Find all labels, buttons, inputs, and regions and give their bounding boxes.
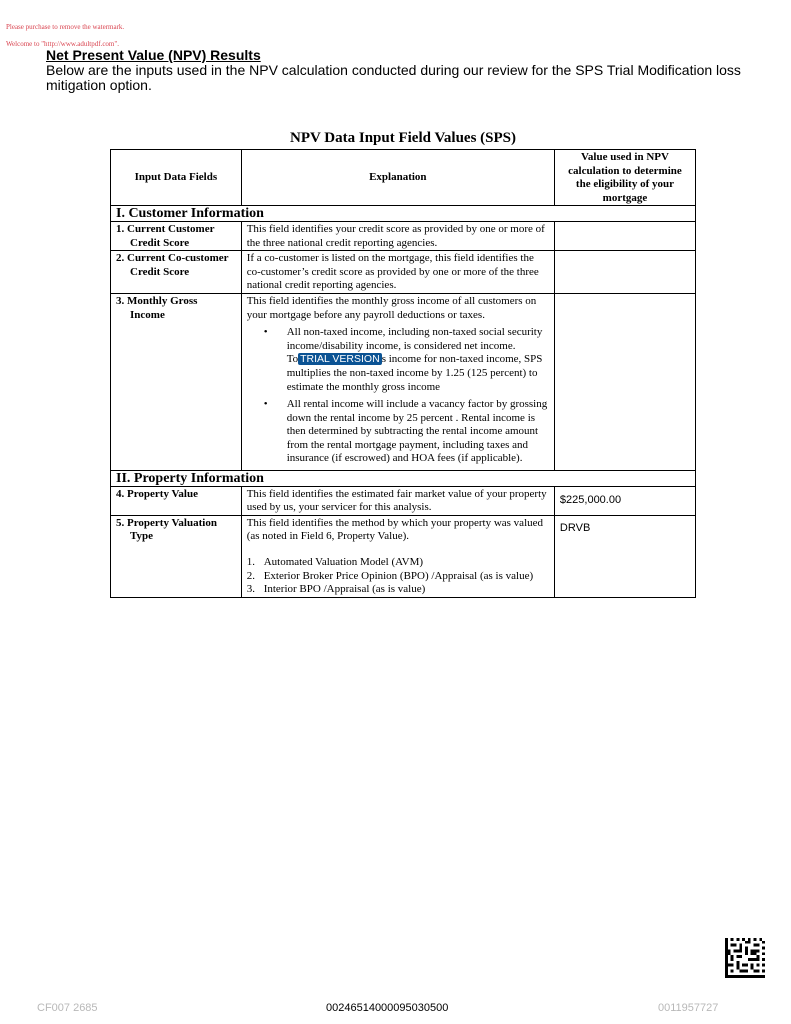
trial-version-badge: TRIAL VERSION xyxy=(300,353,380,366)
explanation-text: This field identifies the method by which your property was valued (as noted in Field 6, Property Value). xyxy=(246,516,544,543)
list-item xyxy=(247,326,549,394)
field-name xyxy=(111,486,242,515)
page-title: Net Present Value (NPV) Results xyxy=(46,47,261,63)
list-number: 1. xyxy=(246,556,255,569)
section-title-property: II. Property Information xyxy=(111,471,696,487)
field-name xyxy=(111,221,242,250)
field-name xyxy=(111,251,242,294)
field-explanation: If a co-customer is listed on the mortgage, this field identifies the co-customer’s credit score as provided by one or more of the three national credit reporting agencies. xyxy=(241,251,554,294)
field-name-line2: Credit Score xyxy=(130,265,190,278)
table-row xyxy=(111,293,696,470)
header-value: Value used in NPV calculation to determine the eligibility of your mortgage xyxy=(554,150,695,206)
field-name xyxy=(111,293,242,470)
bullet-text-end: s income for non-taxed income, SPS multiplies the non-taxed income by 1.25 (125 percent) to estimate the monthly gross income xyxy=(286,353,543,393)
table-header-row xyxy=(111,150,696,206)
field-name-line1: 1. Current Customer xyxy=(116,222,215,235)
list-item xyxy=(247,570,549,584)
field-value: DRVB xyxy=(554,515,695,597)
list-item xyxy=(247,583,549,597)
footer-document-code: CF007 2685 xyxy=(37,1002,98,1014)
explanation-text: This field identifies the monthly gross income of all customers on your mortgage before any payroll deductions or taxes. xyxy=(246,294,537,321)
section-row-property xyxy=(111,471,696,487)
table-row xyxy=(111,515,696,597)
table-row xyxy=(111,221,696,250)
list-item xyxy=(247,556,549,570)
header-explanation: Explanation xyxy=(241,150,554,206)
field-name-line1: 3. Monthly Gross xyxy=(116,294,198,307)
field-name-line2: Credit Score xyxy=(130,236,190,249)
field-name-line1: 2. Current Co-customer xyxy=(116,252,229,265)
section-title-customer: I. Customer Information xyxy=(111,206,696,222)
datamatrix-barcode-icon xyxy=(725,938,765,978)
field-name-line1: 5. Property Valuation xyxy=(116,516,217,529)
npv-data-table xyxy=(110,149,696,598)
bullet-icon: • xyxy=(263,398,268,411)
field-value xyxy=(554,293,695,470)
list-number: 2. xyxy=(246,569,255,582)
field-value xyxy=(554,221,695,250)
option-text: Exterior Broker Price Opinion (BPO) /Appraisal (as is value) xyxy=(263,569,534,582)
list-number: 3. xyxy=(246,583,255,596)
bullet-text: All rental income will include a vacancy factor by grossing down the rental income by 25 percent . Rental income is then determined by subtracting the rental income amount from the rental mortgage payment, including taxes and insurance (if escrowed) and HOA fees (if applicable). xyxy=(286,398,548,465)
field-value: $225,000.00 xyxy=(554,486,695,515)
field-name-line2: Type xyxy=(130,530,154,543)
intro-paragraph: Below are the inputs used in the NPV calculation conducted during our review for the SPS Trial Modification loss mitigation option. xyxy=(46,62,741,93)
field-explanation xyxy=(241,293,554,470)
table-title: NPV Data Input Field Values (SPS) xyxy=(289,130,517,146)
watermark-line-1: Please purchase to remove the watermark. xyxy=(6,23,125,31)
bullet-text-start: All non-taxed income, including non-taxed social security income/disability income, is considered net income. To xyxy=(286,326,543,366)
field-explanation xyxy=(241,515,554,597)
field-value xyxy=(554,251,695,294)
heading-block xyxy=(46,48,766,93)
watermark-line-2: Welcome to "http://www.adultpdf.com". xyxy=(6,40,119,48)
field-explanation: This field identifies the estimated fair market value of your property used by us, your servicer for this analysis. xyxy=(241,486,554,515)
valuation-options-list xyxy=(247,556,549,597)
table-row xyxy=(111,251,696,294)
list-item xyxy=(247,398,549,466)
field-name-line1: 4. Property Value xyxy=(116,487,198,500)
footer-account-number: 0011957727 xyxy=(658,1002,719,1014)
option-text: Interior BPO /Appraisal (as is value) xyxy=(263,583,426,596)
footer-barcode-number: 00246514000095030500 xyxy=(326,1002,449,1014)
option-text: Automated Valuation Model (AVM) xyxy=(263,556,424,569)
bullet-list xyxy=(247,326,549,466)
bullet-icon: • xyxy=(263,326,268,339)
header-input-fields: Input Data Fields xyxy=(111,150,242,206)
section-row-customer xyxy=(111,206,696,222)
field-explanation: This field identifies your credit score as provided by one or more of the three national credit reporting agencies. xyxy=(241,221,554,250)
field-name-line2: Income xyxy=(130,308,165,321)
table-row xyxy=(111,486,696,515)
field-name xyxy=(111,515,242,597)
